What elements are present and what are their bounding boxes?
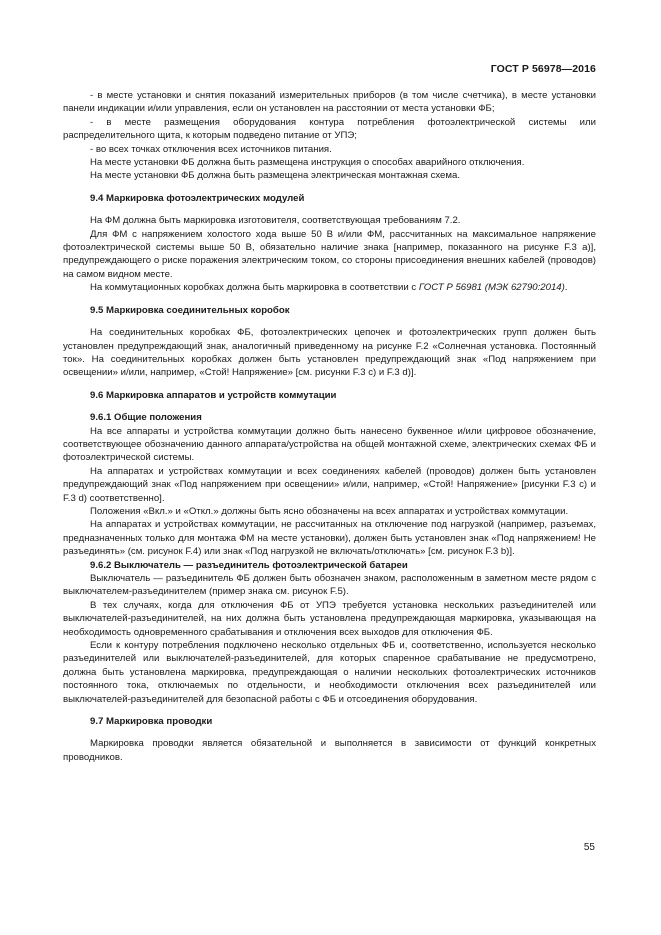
section-heading-9-4: 9.4 Маркировка фотоэлектрических модулей — [90, 192, 305, 204]
document-standard-id: ГОСТ Р 56978—2016 — [490, 63, 596, 75]
page-number: 55 — [583, 842, 595, 853]
paragraph: На соединительных коробках ФБ, фотоэлектрических цепочек и фотоэлектрических групп должен быть установлен предупреждающий знак, аналогичный приведенному на рисунке F.2 «Солнечная установка. Постоянный ток». На соединительных коробках должен быть установлен предупреждающий знак «Под напряжением при освещении» и/или, например, «Стой! Напряжение» [см. рисунки F.3 c) и F.3 d)]. — [63, 327, 596, 379]
list-item: - во всех точках отключения всех источников питания. — [90, 143, 332, 155]
paragraph: На месте установки ФБ должна быть размещена инструкция о способах аварийного отключения. — [90, 157, 525, 169]
subsection-heading-9-6-2: 9.6.2 Выключатель — разъединитель фотоэлектрической батареи — [90, 559, 408, 571]
paragraph-text: На коммутационных коробках должна быть маркировка в соответствии с — [90, 282, 419, 294]
section-heading-9-6: 9.6 Маркировка аппаратов и устройств коммутации — [90, 389, 337, 401]
paragraph: На ФМ должна быть маркировка изготовителя, соответствующая требованиям 7.2. — [90, 215, 461, 227]
paragraph: Положения «Вкл.» и «Откл.» должны быть ясно обозначены на всех аппаратах и устройствах коммутации. — [90, 505, 569, 517]
paragraph: Если к контуру потребления подключено несколько отдельных ФБ и, соответственно, используется несколько разъединителей или выключателей-разъединителей, для которых спаренное срабатывание не предусмотрено, должна быть установлена маркировка, предупреждающая о наличии нескольких фотоэлектрических источников постоянного тока, отключаемых по отдельности, и необходимости отключения всех разъединителей или выключателей-разъединителей для безопасной работы с ФБ и отсоединения оборудования. — [63, 640, 596, 705]
page-body — [63, 89, 596, 764]
paragraph: На аппаратах и устройствах коммутации и всех соединениях кабелей (проводов) должен быть установлен предупреждающий знак «Под напряжением при освещении» и/или, например, «Стой! Напряжение» [рисунки F.3 c) и F.3 d) соответственно]. — [63, 465, 596, 504]
paragraph: В тех случаях, когда для отключения ФБ от УПЭ требуется установка нескольких разъединителей или выключателей-разъединителей, на них должна быть установлена предупреждающая маркировка, указывающая на необходимость одновременного срабатывания и отключения всех выходов для отключения ФБ. — [63, 599, 596, 638]
paragraph: Маркировка проводки является обязательной и выполняется в зависимости от функций конкретных проводников. — [63, 738, 596, 763]
paragraph: Выключатель — разъединитель ФБ должен быть обозначен знаком, расположенным в заметном месте рядом с выключателем-разъединителем (пример знака см. рисунок F.5). — [63, 573, 596, 598]
paragraph: На месте установки ФБ должна быть размещена электрическая монтажная схема. — [90, 170, 460, 182]
standard-reference: ГОСТ Р 56981 (МЭК 62790:2014) — [418, 282, 565, 294]
paragraph: На все аппараты и устройства коммутации должно быть нанесено буквенное и/или цифровое обозначение, соответствующее обозначению данного аппарата/устройства на общей монтажной схеме, электрических схемах ФБ и фотоэлектрической системы. — [63, 425, 596, 464]
paragraph: На аппаратах и устройствах коммутации, не рассчитанных на отключение под нагрузкой (например, разъемах, предназначенных только для монтажа ФМ на месте установки), должен быть установлен знак «Под напряжением! Не разъединять» (см. рисунок F.4) или знак «Под нагрузкой не включать/отключать» [см. рисунок F.3 b)]. — [63, 519, 596, 558]
section-heading-9-5: 9.5 Маркировка соединительных коробок — [90, 304, 290, 316]
paragraph — [63, 281, 596, 294]
paragraph-text-end: . — [564, 282, 568, 294]
paragraph: Для ФМ с напряжением холостого хода выше 50 В и/или ФМ, рассчитанных на максимальное напряжение фотоэлектрической системы выше 50 В, обязательно наличие знака [например, показанного на рисунке F.3 a)], предупреждающего о риске поражения электрическим током, со стороны присоединения внешних кабелей (проводов) на самом видном месте. — [63, 228, 596, 280]
section-heading-9-7: 9.7 Маркировка проводки — [90, 716, 213, 728]
list-item: - в месте установки и снятия показаний измерительных приборов (в том числе счетчика), в месте установки панели индикации и/или управления, если он установлен на расстоянии от места установки ФБ; — [63, 90, 596, 115]
list-item: - в месте размещения оборудования контура потребления фотоэлектрической системы или распределительного щита, к которым подведено питание от УПЭ; — [63, 116, 596, 142]
subsection-heading-9-6-1: 9.6.1 Общие положения — [90, 412, 202, 424]
